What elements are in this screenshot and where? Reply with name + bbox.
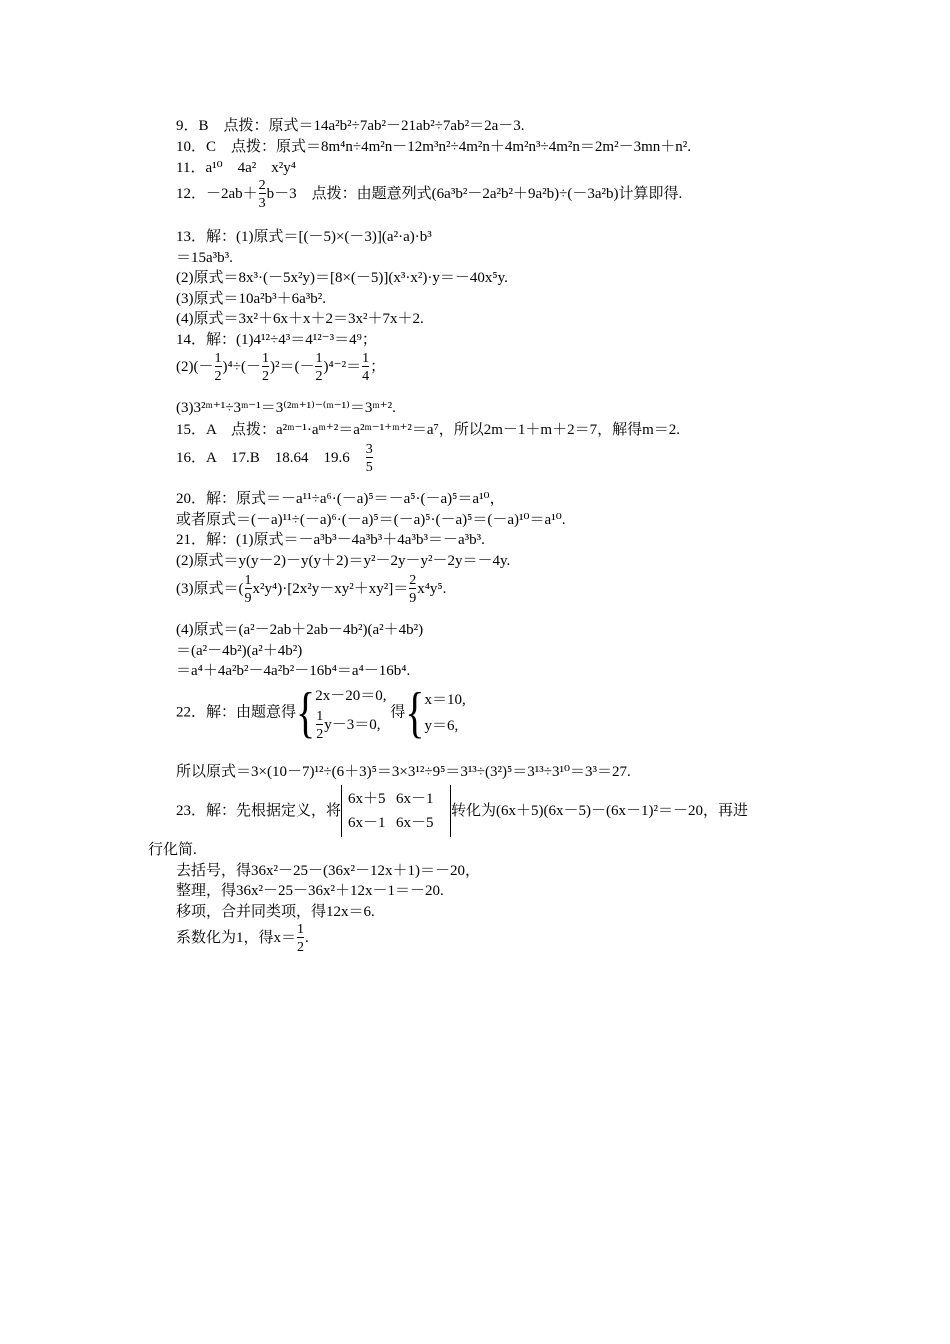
answer-21-line-1: 21．解：(1)原式＝－a³b³－4a³b³＋4a³b³＝－a³b³. <box>176 532 485 548</box>
numerator: 2 <box>409 573 417 588</box>
fraction <box>262 351 269 384</box>
answer-16-19 <box>176 442 374 475</box>
denominator: 2 <box>297 937 304 955</box>
answer-23-line-6 <box>176 922 309 955</box>
answer-13-line-2: ＝15a³b³. <box>176 250 233 266</box>
fraction <box>297 922 304 955</box>
denominator: 2 <box>215 366 222 384</box>
fraction-three-fifths <box>366 442 373 475</box>
numerator: 1 <box>244 573 252 588</box>
answer-23-line-1 <box>176 785 748 837</box>
left-brace: { <box>296 680 316 744</box>
answer-21-line-5: ＝(a²－4b²)(a²＋4b²) <box>176 643 303 659</box>
fraction <box>316 709 323 742</box>
answer-23-line-4: 整理，得36x²－25－36x²＋12x－1＝－20. <box>176 883 444 899</box>
equation: x＝10, <box>424 691 466 708</box>
fraction-two-thirds <box>259 178 266 211</box>
answer-20-line-2: 或者原式＝(－a)¹¹÷(－a)⁶·(－a)⁵＝(－a)⁵·(－a)⁵＝(－a)¹⁰＝a¹⁰. <box>176 512 566 528</box>
denominator: 5 <box>366 457 373 475</box>
denominator: 9 <box>245 588 252 606</box>
answer-23-line-5: 移项，合并同类项，得12x＝6. <box>176 904 375 920</box>
text: ； <box>370 358 386 375</box>
text: )²＝(－ <box>269 358 315 375</box>
answer-13-line-4: (3)原式＝10a²b³＋6a³b². <box>176 291 327 307</box>
numerator: 1 <box>315 351 323 366</box>
equation <box>315 709 386 742</box>
answer-14-line-1: 14．解：(1)4¹²÷4³＝4¹²⁻³＝4⁹； <box>176 332 377 348</box>
text: 得 <box>390 704 406 721</box>
denominator: 2 <box>315 366 322 384</box>
numerator: 1 <box>316 709 324 724</box>
answer-12-text-a: 12．－2ab＋ <box>176 185 258 202</box>
fraction <box>215 351 222 384</box>
text: x⁴y⁵. <box>417 580 447 597</box>
left-brace: { <box>405 680 425 744</box>
denominator: 3 <box>259 193 266 211</box>
numerator: 3 <box>365 442 373 457</box>
text: y－3＝0, <box>324 716 381 733</box>
solution-system <box>424 687 465 739</box>
answer-13-line-3: (2)原式＝8x³·(－5x²y)＝[8×(－5)](x³·x²)·y＝－40x⁵y. <box>176 270 508 286</box>
denominator: 9 <box>409 588 416 606</box>
equation: 2x－20＝0, <box>315 688 387 704</box>
fraction <box>409 573 416 606</box>
det-cell: 6x－1 <box>396 791 434 807</box>
text: 22．解：由题意得 <box>176 704 297 721</box>
text: 23．解：先根据定义，将 <box>176 803 342 819</box>
text: 系数化为1，得x＝ <box>176 929 297 946</box>
equation: y＝6, <box>424 717 459 734</box>
text: )⁴÷(－ <box>222 358 261 375</box>
answer-12 <box>176 178 682 211</box>
text: 转化为(6x＋5)(6x－5)－(6x－1)²＝－20，再进 <box>451 803 748 819</box>
equation-system <box>315 683 386 742</box>
text: (2)(－ <box>176 358 214 375</box>
numerator: 1 <box>362 351 370 366</box>
fraction <box>315 351 322 384</box>
fraction <box>245 573 252 606</box>
answer-21-line-6: ＝a⁴＋4a²b²－4a²b²－16b⁴＝a⁴－16b⁴. <box>176 663 411 679</box>
answer-12-text-b: b－3 点拨：由题意列式(6a³b²－2a²b²＋9a²b)÷(－3a²b)计算即得. <box>266 185 683 202</box>
answer-21-line-2: (2)原式＝y(y－2)－y(y＋2)＝y²－2y－y²－2y＝－4y. <box>176 553 511 569</box>
text: . <box>305 929 309 946</box>
numerator: 1 <box>214 351 222 366</box>
denominator: 4 <box>362 366 369 384</box>
answer-21-line-4: (4)原式＝(a²－2ab＋2ab－4b²)(a²＋4b²) <box>176 622 424 638</box>
answer-20-line-1: 20．解：原式＝－a¹¹÷a⁶·(－a)⁵＝－a⁵·(－a)⁵＝a¹⁰， <box>176 491 505 507</box>
determinant <box>341 785 451 837</box>
text: 16．A 17.B 18.64 19.6 <box>176 449 350 466</box>
fraction <box>362 351 369 384</box>
det-cell: 6x－1 <box>348 815 386 831</box>
numerator: 2 <box>258 178 266 193</box>
answer-14-line-3: (3)3²ᵐ⁺¹÷3ᵐ⁻¹＝3⁽²ᵐ⁺¹⁾⁻⁽ᵐ⁻¹⁾＝3ᵐ⁺². <box>176 400 396 416</box>
answer-9: 9．B 点拨：原式＝14a²b²÷7ab²－21ab²÷7ab²＝2a－3. <box>176 118 525 134</box>
numerator: 1 <box>297 922 305 937</box>
answer-11: 11．a¹⁰ 4a² x²y⁴ <box>176 160 296 176</box>
denominator: 2 <box>316 724 323 742</box>
denominator: 2 <box>262 366 269 384</box>
answer-22-line-2: 所以原式＝3×(10－7)¹²÷(6＋3)⁵＝3×3¹²÷9⁵＝3¹³÷(3²)⁵＝3¹³÷3¹⁰＝3³＝27. <box>176 764 631 780</box>
text: (3)原式＝( <box>176 580 244 597</box>
text: )⁴⁻²＝ <box>323 358 362 375</box>
numerator: 1 <box>261 351 269 366</box>
answer-23-line-3: 去括号，得36x²－25－(36x²－12x＋1)＝－20， <box>176 863 480 879</box>
text: x²y⁴)·[2x²y－xy²＋xy²]＝ <box>252 580 409 597</box>
answer-23-line-2: 行化简. <box>148 842 197 858</box>
answer-10: 10．C 点拨：原式＝8m⁴n÷4m²n－12m³n²÷4m²n＋4m²n³÷4m²n＝2m²－3mn＋n². <box>176 139 691 155</box>
answer-14-line-2 <box>176 351 385 384</box>
answer-21-line-3 <box>176 573 446 606</box>
answer-13-line-1: 13．解：(1)原式＝[(－5)×(－3)](a²·a)·b³ <box>176 229 432 245</box>
det-cell: 6x＋5 <box>348 791 386 807</box>
answer-22-system <box>176 680 466 744</box>
answer-15: 15．A 点拨：a²ᵐ⁻¹·aᵐ⁺²＝a²ᵐ⁻¹⁺ᵐ⁺²＝a⁷，所以2m－1＋m＋2＝7，解得m＝2. <box>176 422 681 438</box>
det-cell: 6x－5 <box>396 815 434 831</box>
answer-13-line-5: (4)原式＝3x²＋6x＋x＋2＝3x²＋7x＋2. <box>176 311 424 327</box>
